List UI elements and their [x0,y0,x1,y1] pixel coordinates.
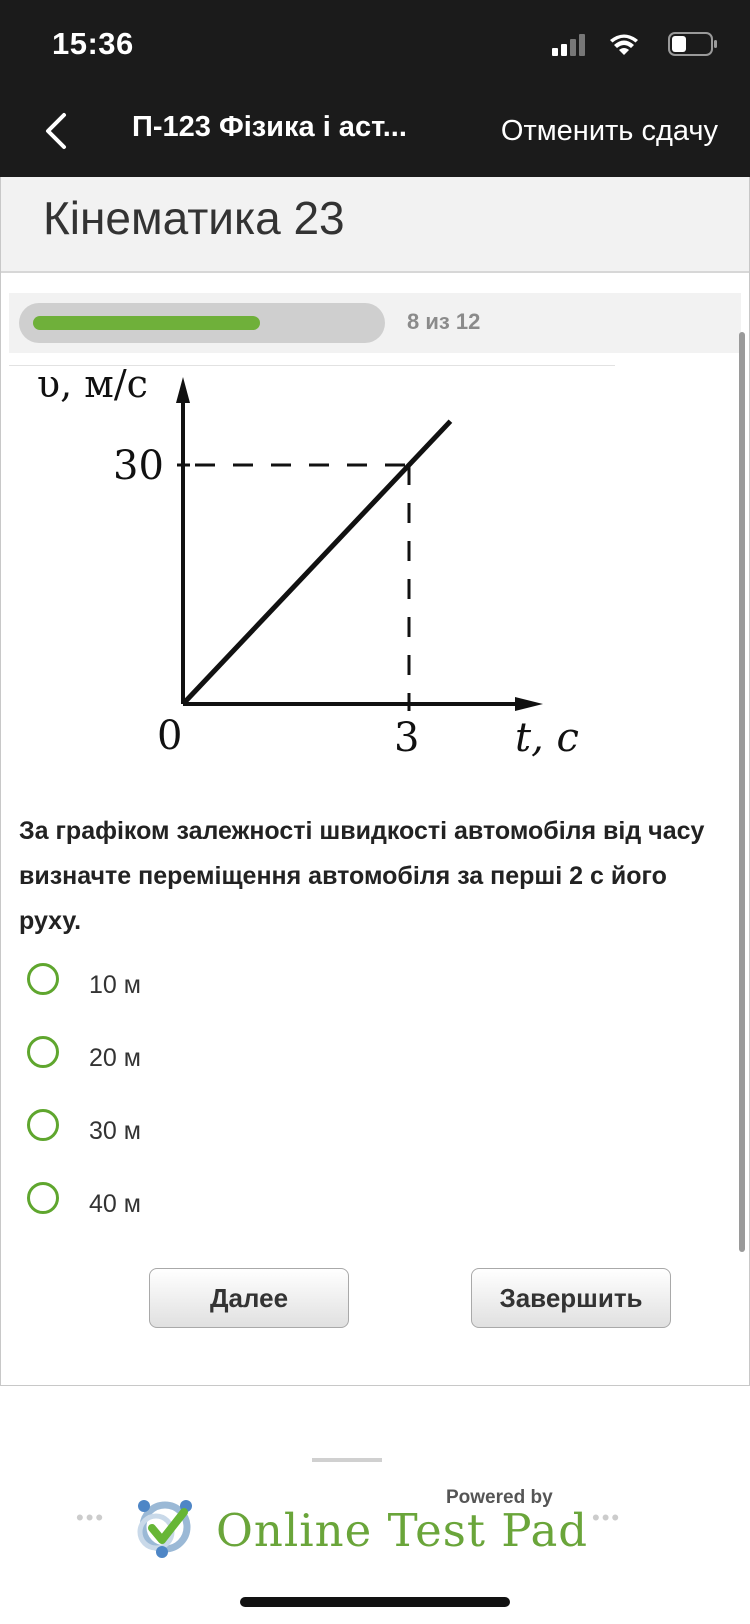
radio-button[interactable] [27,1036,59,1068]
radio-button[interactable] [27,1182,59,1214]
brand-name[interactable]: Online Test Pad [216,1504,589,1557]
progress-track [19,303,385,343]
test-title: Кінематика 23 [43,192,345,244]
online-test-pad-logo-icon [132,1494,198,1560]
nav-bar [0,85,750,177]
scrollbar[interactable] [739,332,745,1252]
status-time: 15:36 [52,26,134,61]
option-4[interactable] [27,1182,427,1222]
wifi-icon [610,34,638,58]
progress-text: 8 из 12 [407,309,481,334]
nav-title: П-123 Фізика і аст... [132,111,407,143]
status-bar [0,0,750,85]
option-label: 20 м [89,1044,141,1072]
option-label: 30 м [89,1117,141,1145]
next-button[interactable]: Далее [149,1268,349,1328]
x-tick-label: 3 [394,715,420,761]
home-indicator [240,1597,510,1607]
y-axis-label: υ, м/с [37,369,148,406]
test-header [1,177,749,273]
battery-icon [668,32,718,56]
option-label: 40 м [89,1190,141,1218]
divider [9,365,615,366]
footer-separator [312,1458,382,1462]
x-axis-label: t, с [515,715,579,761]
question-text: За графіком залежності швидкості автомобіля від часу визначте переміщення автомобіля за перші 2 с його руху. [19,817,705,935]
velocity-time-graph [9,369,629,799]
option-2[interactable] [27,1036,427,1076]
ellipsis-icon: ••• [592,1505,622,1530]
origin-label: 0 [157,713,183,759]
back-chevron-icon[interactable] [40,109,70,153]
option-1[interactable] [27,963,427,1003]
y-tick-label: 30 [113,443,164,489]
y-axis-arrow [176,377,190,403]
cellular-signal-icon [552,34,588,56]
powered-by-text: Powered by [446,1487,553,1508]
cancel-submission-button[interactable]: Отменить сдачу [500,115,718,147]
finish-button[interactable]: Завершить [471,1268,671,1328]
radio-button[interactable] [27,963,59,995]
test-card [0,177,750,1386]
radio-button[interactable] [27,1109,59,1141]
progress-panel [9,293,741,353]
progress-fill [33,316,260,330]
x-axis-arrow [515,697,543,711]
option-label: 10 м [89,971,141,999]
ellipsis-icon: ••• [76,1505,106,1530]
option-3[interactable] [27,1109,427,1149]
